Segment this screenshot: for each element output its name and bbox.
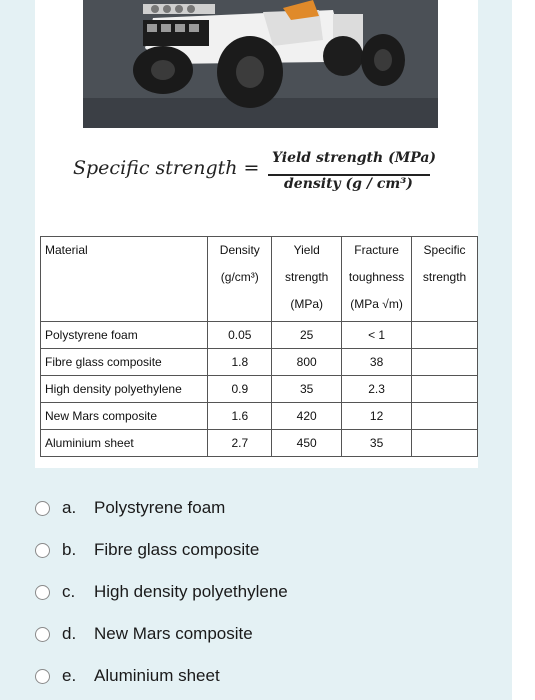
radio-button[interactable] [35,501,50,516]
formula-lhs: Specific strength = [73,157,260,179]
mars-rover-photo [83,0,438,128]
table-row: Polystyrene foam 0.05 25 < 1 [41,322,478,349]
table-row: High density polyethylene 0.9 35 2.3 [41,376,478,403]
header-density: Density (g/cm³) [208,237,272,322]
option-b[interactable] [35,529,288,571]
formula-numerator: Yield strength (MPa) [272,150,437,166]
option-a[interactable] [35,487,288,529]
specific-strength-formula [70,145,470,200]
table-header-row [41,237,478,322]
option-letter: a. [62,498,77,517]
option-e[interactable] [35,655,288,697]
option-c[interactable] [35,571,288,613]
page-right-strip [512,0,535,700]
table-row: Aluminium sheet 2.7 450 35 [41,430,478,457]
radio-button[interactable] [35,585,50,600]
option-label: Fibre glass composite [94,540,260,559]
radio-button[interactable] [35,627,50,642]
option-d[interactable] [35,613,288,655]
answer-options [35,487,288,697]
radio-button[interactable] [35,669,50,684]
header-yield-strength: Yield strength (MPa) [272,237,342,322]
formula-denominator: density (g / cm³) [284,176,413,192]
table-row: Fibre glass composite 1.8 800 38 [41,349,478,376]
option-label: Polystyrene foam [94,498,226,517]
option-label: Aluminium sheet [94,666,220,685]
option-label: New Mars composite [94,624,253,643]
option-letter: b. [62,540,77,559]
header-fracture-toughness: Fracture toughness (MPa √m) [342,237,412,322]
option-label: High density polyethylene [94,582,288,601]
option-letter: e. [62,666,77,685]
header-specific-strength: Specific strength [412,237,478,322]
header-material: Material [41,237,208,322]
table-row: New Mars composite 1.6 420 12 [41,403,478,430]
option-letter: d. [62,624,77,643]
materials-table [40,236,478,457]
radio-button[interactable] [35,543,50,558]
option-letter: c. [62,582,76,601]
